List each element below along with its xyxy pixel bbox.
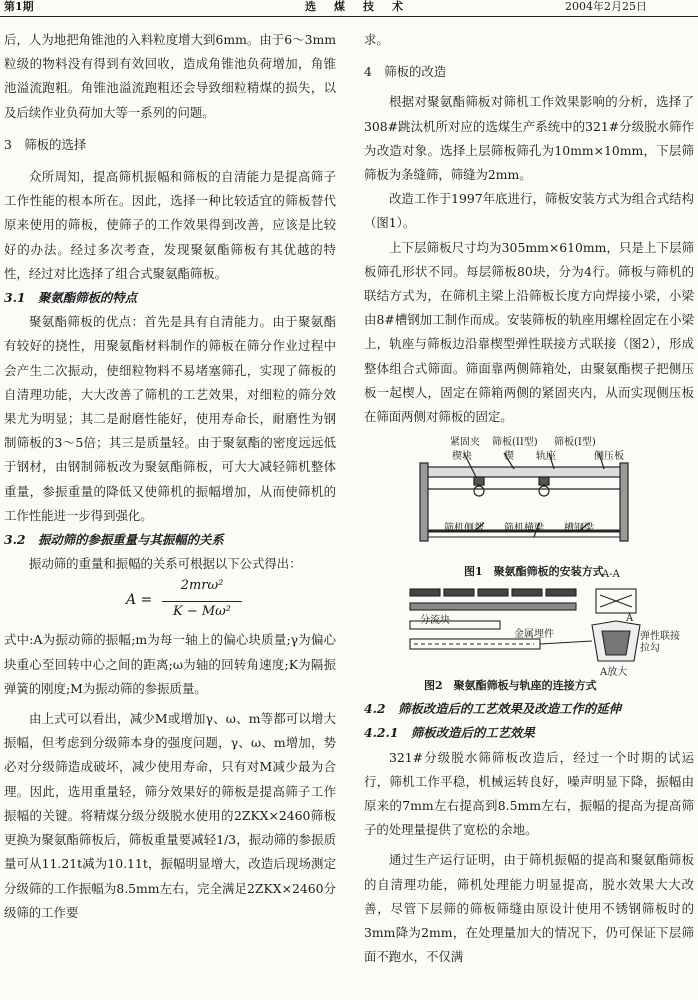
- section-heading: 4 筛板的改造: [364, 64, 447, 80]
- fig2-label: A放大: [600, 667, 628, 679]
- issue-date: 2004年2月25日: [565, 0, 647, 13]
- subsection-heading: 4.2 筛板改造后的工艺效果及改造工作的延伸: [364, 701, 621, 717]
- fig1-label: 筛板(II型): [492, 437, 538, 449]
- figure-1-drawing: [364, 433, 694, 561]
- formula-denominator: K − Mω²: [173, 604, 231, 620]
- fig1-label: 楔: [504, 451, 514, 463]
- journal-name: 选煤技术: [305, 0, 421, 13]
- figure-1: [364, 433, 694, 581]
- fig1-label: 轨座: [536, 451, 556, 463]
- right-column: [364, 28, 694, 969]
- fig2-label: A: [626, 613, 634, 625]
- fig1-label: 紧固夹: [450, 437, 480, 449]
- amplitude-formula: [4, 576, 336, 628]
- paragraph: 321#分级脱水筛筛板改造后，经过一个时期的试运行，筛机工作平稳，机械运转良好，噪声明显下降，振幅由原来的7mm左右提高到8.5mm左右，振幅的提高为提高筛子的处理量提供了宽松的余地。: [364, 749, 694, 838]
- figure-2-caption: 图2 聚氨酯筛板与轨座的连接方式: [424, 679, 597, 693]
- subsection-heading: 3.1 聚氨酯筛板的特点: [4, 290, 138, 306]
- fig2-label: 金属埋件: [514, 629, 554, 641]
- section-heading: 3 筛板的选择: [4, 136, 87, 152]
- paragraph: 改造工作于1997年底进行，筛板安装方式为组合式结构（图1）。: [364, 191, 694, 231]
- fig1-label: 楔块: [452, 451, 472, 463]
- paragraph: 通过生产运行证明，由于筛机振幅的提高和聚氨酯筛板的自清理功能，筛机处理能力明显提高，脱水效果大大改善，尽管下层筛的筛板筛缝由原设计使用不锈钢筛板时的3mm降为2mm，在处理量加大的情况下，仍可保证下层筛面不跑水，不仅满: [364, 852, 694, 965]
- fraction-bar: [162, 601, 242, 602]
- paragraph: 众所周知，提高筛机振幅和筛板的自清能力是提高筛子工作性能的根本所在。因此，选择一种比较适宜的筛板替代原来使用的筛板，使筛子的工作效果得到改善，应该是比较好的办法。经过多次考查，发现聚氨酯筛板有其优越的特性，经过对比选择了组合式聚氨酯筛板。: [4, 169, 336, 281]
- left-column: [4, 28, 336, 925]
- paragraph: 求。: [364, 32, 389, 47]
- formula-lhs: A =: [126, 592, 153, 609]
- paragraph: 振动筛的重量和振幅的关系可根据以下公式得出：: [29, 556, 302, 572]
- fig1-label: 筛机横梁: [504, 523, 544, 535]
- fig1-label: 槽钢梁: [564, 523, 594, 535]
- issue-number: 第1期: [4, 0, 34, 13]
- formula-numerator: 2mrω²: [180, 578, 224, 594]
- subsection-heading: 3.2 振动筛的参振重量与其振幅的关系: [4, 532, 224, 548]
- fig2-label: 分流块: [420, 615, 450, 627]
- fig2-label: 弹性联接拉勾: [640, 631, 680, 655]
- fig1-label: 侧压板: [594, 451, 624, 463]
- fig2-label: A-A: [602, 569, 620, 581]
- fig1-label: 筛机侧帮: [444, 523, 484, 535]
- paragraph: 根据对聚氨酯筛板对筛机工作效果影响的分析，选择了308#跳汰机所对应的选煤生产系统中的321#分级脱水筛作为改造对象。选择上层筛板筛孔为10mm×10mm，下层筛筛板为条缝筛，筛缝为2mm。: [364, 94, 694, 183]
- fig1-label: 筛板(I型): [554, 437, 596, 449]
- figure-1-caption: 图1 聚氨酯筛板的安装方式: [464, 565, 604, 579]
- running-header: [0, 0, 698, 17]
- paragraph: 上下层筛板尺寸均为305mm×610mm，只是上下层筛板筛孔形状不同。每层筛板80块，分为4行。筛板与筛机的联结方式为，在筛机主梁上沿筛板长度方向焊接小梁，小梁由8#槽钢加工制作而成。安装筛板的轨座用螺栓固定在小梁上，轨座与筛板边沿靠楔型弹性联接方式联接（图2），形成整体组合式筛面。筛面靠两侧筛箱处，由聚氨酯楔子把侧压板一起楔人，固定在筛箱两侧的紧固夹内，从而实现侧压板在筛面两侧对筛板的固定。: [364, 239, 694, 425]
- paragraph: 后，人为地把角锥池的入料粒度增大到6mm。由于6～3mm粒级的物料没有得到有效回收，造成角锥池负荷增加，角锥池溢流跑粗。角锥池溢流跑粗还会导致细粒精煤的损失，以及后续作业负荷加大等一系列的问题。: [4, 32, 336, 120]
- paragraph: 式中:A为振动筛的振幅;m为每一轴上的偏心块质量;γ为偏心块重心至回转中心之间的距离;ω为轴的回转角速度;K为隔振弹簧的刚度;M为振动筛的参振质量。: [4, 632, 336, 696]
- subsection-heading: 4.2.1 筛板改造后的工艺效果: [364, 725, 535, 741]
- paragraph: 聚氨酯筛板的优点：首先是具有自清能力。由于聚氨酯有较好的挠性，用聚氨酯材料制作的筛板在筛分作业过程中会产生二次振动，使细粒物料不易堵塞筛孔，实现了筛板的自清理功能，大大改善了筛机的工艺效果，对细粒的筛分效果尤为明显；其二是耐磨性能好，使用寿命长，耐磨性为钢制筛板的3～5倍；其三是质量轻。由于聚氨酯的密度远远低于钢材，由钢制筛板改为聚氨酯筛板，可大大减轻筛机整体重量，参振重量的降低又使筛机的振幅增加，从而使筛机的工作性能进一步得到强化。: [4, 314, 336, 523]
- paragraph: 由上式可以看出，减少M或增加γ、ω、m等都可以增大振幅，但考虑到分级筛本身的强度问题，γ、ω、m增加，势必对分级筛造成破坏，减少使用寿命，只有对M减少最为合理。因此，选用重量轻，筛分效果好的筛板是提高筛子工作振幅的关键。将精煤分级分级脱水使用的2ZKX×2460筛板更换为聚氨酯筛板后，筛板重量要减轻1/3，振动筛的参振质量可从11.21t减为10.11t，振幅明显增大，改造后现场测定分级筛的工作振幅为8.5mm左右，完全满足2ZKX×2460分级筛的工作要: [4, 711, 336, 920]
